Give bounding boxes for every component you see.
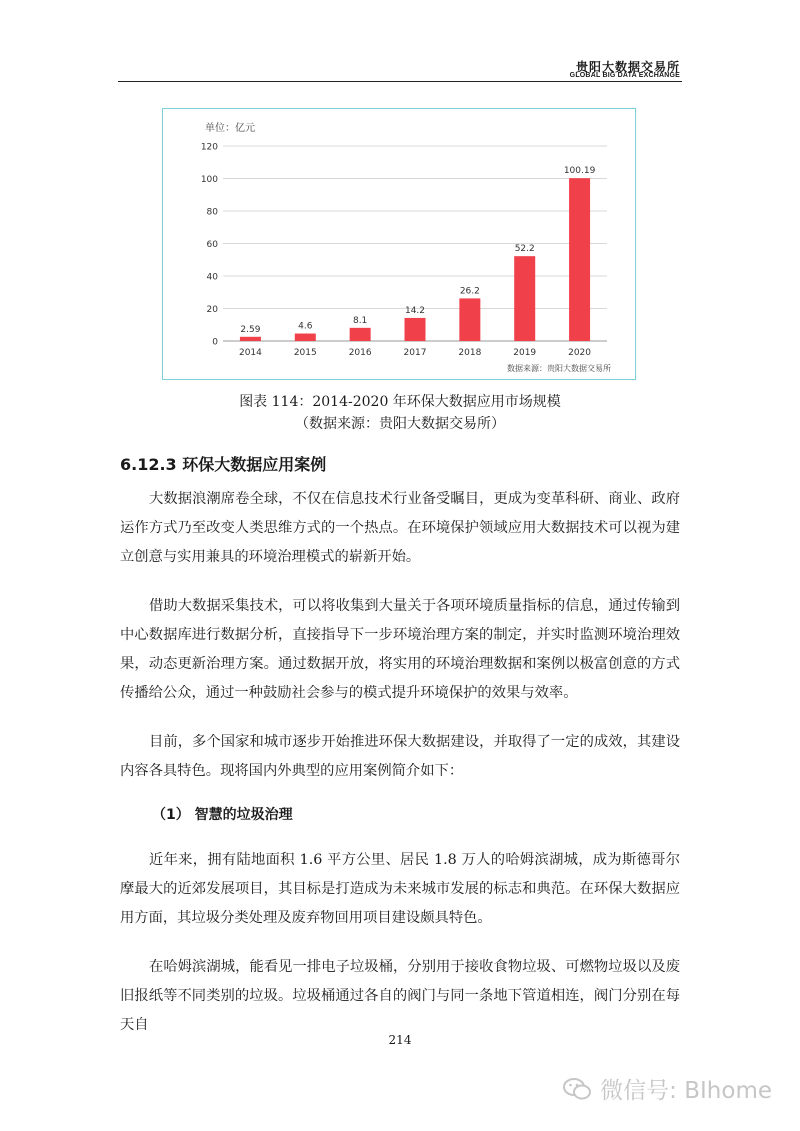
y-tick-label: 60 bbox=[206, 240, 218, 250]
section-heading: 6.12.3 环保大数据应用案例 bbox=[120, 455, 327, 474]
paragraph-1: 大数据浪潮席卷全球，不仅在信息技术行业备受瞩目，更成为变革科研、商业、政府运作方式乃至改变人类思维方式的一个热点。在环境保护领域应用大数据技术可以视为建立创意与实用兼具的环境治理模式的崭新开始。 bbox=[120, 491, 680, 565]
x-tick-label: 2017 bbox=[403, 348, 427, 358]
bar-2015 bbox=[295, 334, 316, 341]
chart-frame bbox=[162, 108, 636, 380]
bar-value-label: 52.2 bbox=[514, 244, 535, 255]
chart-unit-label: 单位：亿元 bbox=[205, 123, 255, 134]
x-tick-label: 2014 bbox=[238, 348, 262, 358]
paragraph-2: 借助大数据采集技术，可以将收集到大量关于各项环境质量指标的信息，通过传输到中心数据库进行数据分析，直接指导下一步环境治理方案的制定，并实时监测环境治理效果，动态更新治理方案。通过数据开放，将实用的环境治理数据和案例以极富创意的方式传播给公众，通过一种鼓励社会参与的模式提升环境保护的效果与效率。 bbox=[120, 598, 680, 701]
bar-2014 bbox=[240, 337, 261, 341]
bar-2019 bbox=[514, 256, 535, 341]
page-number: 214 bbox=[388, 1033, 412, 1047]
x-tick-label: 2016 bbox=[348, 348, 372, 358]
bar-2016 bbox=[350, 328, 371, 341]
figure-source: （数据来源：贵阳大数据交易所） bbox=[295, 416, 505, 432]
paragraph-3: 目前，多个国家和城市逐步开始推进环保大数据建设，并取得了一定的成效，其建设内容各具特色。现将国内外典型的应用案例简介如下： bbox=[120, 734, 680, 779]
x-tick-label: 2015 bbox=[293, 348, 317, 358]
figure-caption: 图表 114：2014-2020 年环保大数据应用市场规模 bbox=[239, 394, 561, 410]
y-tick-label: 40 bbox=[206, 272, 218, 283]
y-tick-label: 0 bbox=[212, 337, 218, 348]
brand-name-en: GLOBAL BIG DATA EXCHANGE bbox=[569, 72, 680, 79]
brand-name-cn: 贵阳大数据交易所 bbox=[575, 60, 680, 74]
paragraph-5: 在哈姆滨湖城，能看见一排电子垃圾桶，分别用于接收食物垃圾、可燃物垃圾以及废旧报纸等不同类别的垃圾。垃圾桶通过各自的阀门与同一条地下管道相连，阀门分别在每天自 bbox=[120, 959, 680, 1033]
paragraph-4: 近年来，拥有陆地面积 1.6 平方公里、居民 1.8 万人的哈姆滨湖城，成为斯德哥尔摩最大的近郊发展项目，其目标是打造成为未来城市发展的标志和典范。在环保大数据应用方面，其垃圾分类处理及废弃物回用项目建设颇具特色。 bbox=[120, 852, 680, 926]
bar-2020 bbox=[569, 178, 590, 341]
bar-2018 bbox=[459, 298, 480, 341]
y-tick-label: 100 bbox=[200, 175, 218, 185]
y-tick-label: 80 bbox=[206, 207, 218, 218]
bar-value-label: 8.1 bbox=[352, 315, 368, 326]
bar-value-label: 14.2 bbox=[404, 305, 426, 316]
wechat-icon bbox=[562, 1077, 592, 1101]
x-tick-label: 2018 bbox=[458, 348, 482, 358]
bar-value-label: 4.6 bbox=[298, 321, 313, 332]
watermark-text: 微信号: BIhome bbox=[600, 1078, 772, 1104]
bar-chart bbox=[163, 109, 637, 381]
bar-value-label: 100.19 bbox=[563, 166, 596, 177]
header-rule bbox=[118, 81, 682, 82]
x-tick-label: 2019 bbox=[513, 348, 537, 358]
x-tick-label: 2020 bbox=[568, 348, 592, 358]
case-subheading: （1） 智慧的垃圾治理 bbox=[152, 807, 293, 823]
y-tick-label: 120 bbox=[200, 142, 218, 153]
wechat-watermark bbox=[562, 1072, 772, 1105]
bar-value-label: 2.59 bbox=[240, 324, 261, 335]
bar-2017 bbox=[405, 318, 426, 341]
y-tick-label: 20 bbox=[206, 305, 218, 315]
bar-value-label: 26.2 bbox=[459, 286, 480, 297]
chart-source-note: 数据来源：贵阳大数据交易所 bbox=[507, 364, 611, 373]
